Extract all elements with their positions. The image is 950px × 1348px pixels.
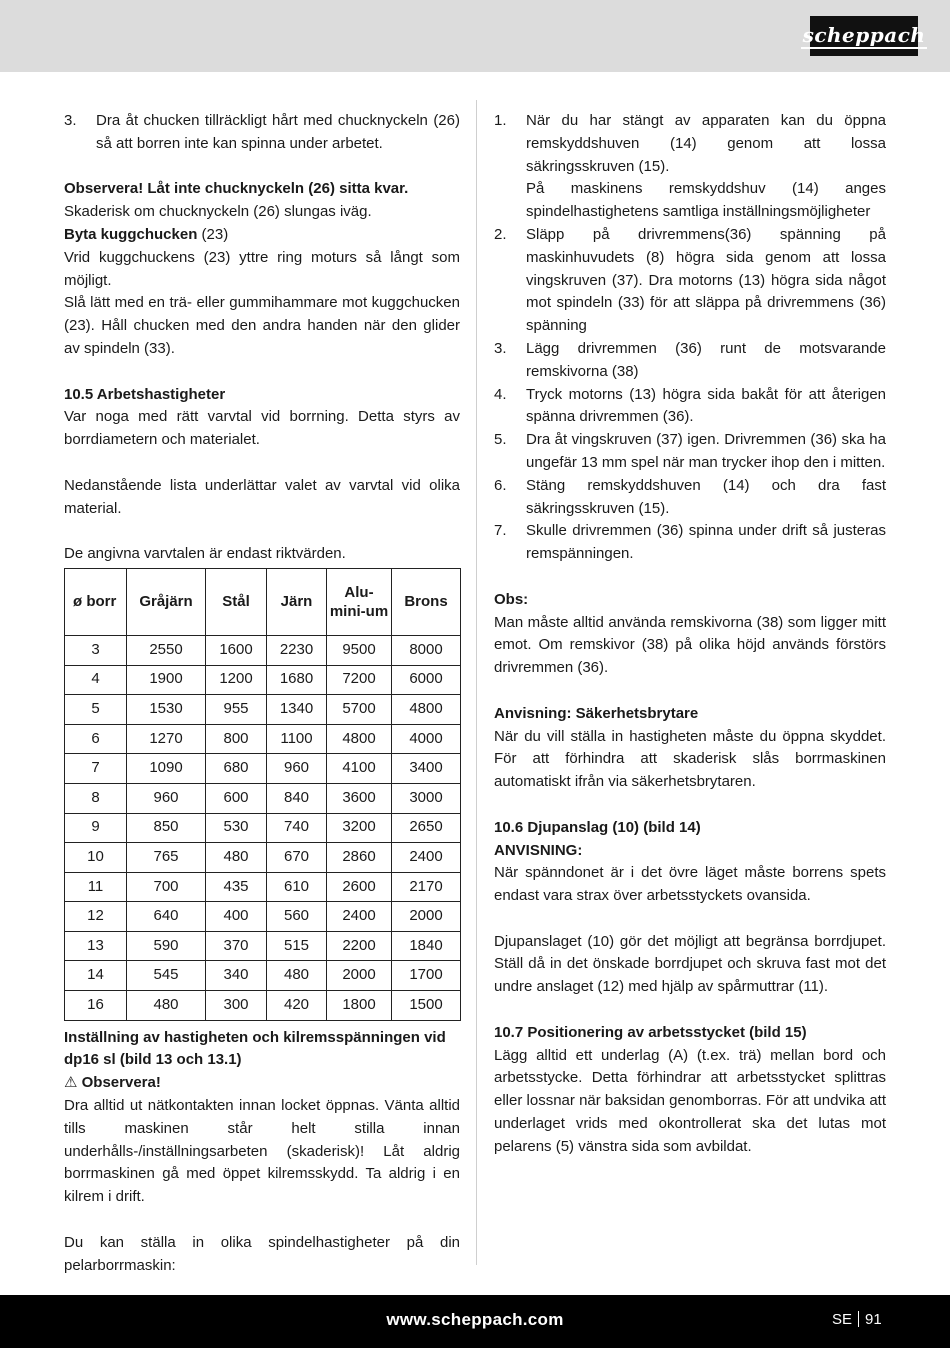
step-text: När du har stängt av apparaten kan du öppna remskyddshuven (14) genom att lossa säkringsskruven (15). [526, 112, 886, 175]
speeds-text-3: De angivna varvtalen är endast riktvärden. [64, 545, 346, 563]
step-number: 5. [494, 431, 507, 449]
scheppach-logo [802, 16, 926, 56]
step-text: Lägg drivremmen (36) runt de motsvarande remskivorna (38) [526, 339, 886, 380]
observe-text: Skaderisk om chucknyckeln (26) slungas iväg. [64, 203, 372, 221]
step-text: Skulle drivremmen (36) spinna under drift så justeras remspänningen. [526, 522, 886, 563]
table-cell: 4100 [327, 754, 392, 784]
table-cell: 6000 [392, 665, 461, 695]
page-number: 91 [865, 1311, 882, 1328]
step-text: Dra åt vingskruven (37) igen. Drivremmen (36) ska ha ungefär 13 mm spel när man trycker ihop den i mitten. [526, 431, 886, 471]
table-cell: 530 [206, 813, 267, 843]
belt-steps-list [494, 110, 886, 566]
table-cell: 420 [267, 991, 327, 1021]
table-cell: 11 [65, 872, 127, 902]
table-cell: 840 [267, 783, 327, 813]
depth-text-1: När spänndonet är i det övre läget måste borrens spets endast vara strax över arbetsstyckets ovansida. [494, 864, 886, 905]
table-cell: 9 [65, 813, 127, 843]
warning-label [64, 1072, 460, 1095]
table-cell: 2400 [392, 843, 461, 873]
table-row [65, 961, 461, 991]
swap-chuck-title-rest: (23) [197, 225, 229, 243]
section-heading-depth: 10.6 Djupanslag (10) (bild 14) [494, 818, 701, 836]
table-cell: 740 [267, 813, 327, 843]
table-cell: 3600 [327, 783, 392, 813]
step-item [494, 429, 886, 475]
table-row [65, 665, 461, 695]
table-cell: 960 [127, 783, 206, 813]
table-cell: 370 [206, 931, 267, 961]
safety-switch-heading: Anvisning: Säkerhetsbrytare [494, 704, 699, 722]
swap-chuck-text-2: Slå lätt med en trä- eller gummihammare mot kuggchucken (23). Håll chucken med den andra handen när den glider av spindeln (33). [64, 294, 460, 357]
table-cell: 7 [65, 754, 127, 784]
table-cell: 1090 [127, 754, 206, 784]
table-cell: 1600 [206, 635, 267, 665]
table-cell: 600 [206, 783, 267, 813]
table-header-cell: Järn [267, 568, 327, 635]
table-header-cell: Alu-mini-um [327, 568, 392, 635]
table-cell: 2170 [392, 872, 461, 902]
step-item [494, 224, 886, 338]
depth-text-2: Djupanslaget (10) gör det möjligt att begränsa borrdjupet. Ställ då in det önskade borrdjupet och skruva fast mot det undre anslaget (12) med hjälp av spårmuttrar (11). [494, 932, 886, 996]
swap-chuck-title [64, 224, 460, 247]
step-number [494, 178, 526, 224]
table-cell: 610 [267, 872, 327, 902]
speeds-text-1: Var noga med rätt varvtal vid borrning. Detta styrs av borrdiametern och materialet. [64, 408, 460, 449]
table-cell: 480 [267, 961, 327, 991]
step-item [64, 110, 460, 156]
step-item [494, 520, 886, 566]
table-cell: 480 [206, 843, 267, 873]
table-row [65, 695, 461, 725]
step-text: Släpp på drivremmens(36) spänning på maskinhuvudets (8) högra sida genom att lossa vingskruven (37). Dra motorns (13) högra sida något mot spindeln (33) för att släppa på drivremmens (36) spänning [526, 225, 886, 335]
speeds-text-2: Nedanstående lista underlättar valet av varvtal vid olika material. [64, 476, 460, 517]
table-cell: 7200 [327, 665, 392, 695]
table-cell: 960 [267, 754, 327, 784]
warning-text: Dra alltid ut nätkontakten innan locket öppnas. Vänta alltid tills maskinen står helt stilla innan underhålls-/inställningsarbeten (skaderisk)! Låt aldrig borrmaskinen gå med öppet kilremsskydd. Ta aldrig i en kilrem i drift. [64, 1097, 460, 1206]
table-cell: 4800 [392, 695, 461, 725]
website-link[interactable]: www.scheppach.com [386, 1310, 564, 1329]
warning-label-text: Observera! [81, 1074, 161, 1092]
table-cell: 1900 [127, 665, 206, 695]
table-row [65, 783, 461, 813]
table-row [65, 872, 461, 902]
table-cell: 1340 [267, 695, 327, 725]
table-cell: 2000 [392, 902, 461, 932]
table-cell: 1800 [327, 991, 392, 1021]
obs-text: Man måste alltid använda remskivorna (38) som ligger mitt emot. Om remskivor (38) på olika höjd används förstörs drivremmen (36). [494, 613, 886, 677]
table-cell: 1680 [267, 665, 327, 695]
table-header-cell: Gråjärn [127, 568, 206, 635]
table-cell: 400 [206, 902, 267, 932]
table-cell: 4000 [392, 724, 461, 754]
table-cell: 4 [65, 665, 127, 695]
table-cell: 2400 [327, 902, 392, 932]
table-cell: 1270 [127, 724, 206, 754]
table-cell: 515 [267, 931, 327, 961]
step-item [494, 110, 886, 178]
page-indicator [832, 1309, 882, 1332]
warning-triangle-icon: ⚠ [64, 1074, 78, 1092]
step-number: 6. [494, 476, 507, 494]
table-cell: 680 [206, 754, 267, 784]
step-item [494, 338, 886, 384]
table-row [65, 843, 461, 873]
table-cell: 850 [127, 813, 206, 843]
table-header-cell: Brons [392, 568, 461, 635]
table-cell: 545 [127, 961, 206, 991]
step-text: På maskinens remskyddshuv (14) anges spindelhastighetens samtliga inställningsmöjligheter [526, 180, 886, 221]
table-cell: 3000 [392, 783, 461, 813]
column-divider [476, 100, 477, 1265]
table-cell: 3400 [392, 754, 461, 784]
obs-label: Obs: [494, 590, 529, 608]
swap-chuck-title-bold: Byta kuggchucken [64, 225, 198, 243]
table-cell: 1700 [392, 961, 461, 991]
language-code: SE [832, 1311, 853, 1328]
table-header-cell: ø borr [65, 568, 127, 635]
table-cell: 1500 [392, 991, 461, 1021]
table-cell: 340 [206, 961, 267, 991]
observe-warning: Observera! Låt inte chucknyckeln (26) sitta kvar. [64, 180, 409, 198]
step-item [494, 384, 886, 430]
table-row [65, 931, 461, 961]
table-cell: 2550 [127, 635, 206, 665]
table-cell: 1530 [127, 695, 206, 725]
logo-text: scheppach [802, 23, 926, 47]
table-cell: 590 [127, 931, 206, 961]
swap-chuck-text-1: Vrid kuggchuckens (23) yttre ring moturs så långt som möjligt. [64, 248, 460, 289]
positioning-text: Lägg alltid ett underlag (A) (t.ex. trä) mellan bord och arbetsstycke. Detta förhindrar att arbetsstycket splittras eller lossnar när baksidan genomborras. För att undvika att underlaget vrids med okontrollerat ska det lutas mot pelarens (5) vänstra sida som avbildat. [494, 1046, 886, 1155]
section-heading-speeds: 10.5 Arbetshastigheter [64, 385, 226, 403]
table-cell: 435 [206, 872, 267, 902]
table-cell: 2650 [392, 813, 461, 843]
step-item [494, 475, 886, 521]
table-cell: 16 [65, 991, 127, 1021]
table-row [65, 635, 461, 665]
table-cell: 800 [206, 724, 267, 754]
setting-heading: Inställning av hastigheten och kilremsspänningen vid dp16 sl (bild 13 och 13.1) [64, 1028, 446, 1069]
table-cell: 560 [267, 902, 327, 932]
step-text: Stäng remskyddshuven (14) och dra fast säkringsskruven (15). [526, 476, 886, 517]
speed-table [64, 568, 461, 1021]
table-row [65, 813, 461, 843]
table-cell: 13 [65, 931, 127, 961]
table-cell: 3200 [327, 813, 392, 843]
table-cell: 4800 [327, 724, 392, 754]
table-cell: 5700 [327, 695, 392, 725]
step-text: Tryck motorns (13) högra sida bakåt för att återigen spänna drivremmen (36). [526, 385, 886, 426]
table-cell: 6 [65, 724, 127, 754]
depth-note-label: ANVISNING: [494, 841, 583, 859]
step-number: 7. [494, 522, 507, 540]
table-cell: 9500 [327, 635, 392, 665]
step-number: 3. [494, 339, 507, 357]
left-column [64, 110, 460, 1277]
table-cell: 2000 [327, 961, 392, 991]
table-row [65, 754, 461, 784]
table-cell: 955 [206, 695, 267, 725]
table-cell: 480 [127, 991, 206, 1021]
table-cell: 2200 [327, 931, 392, 961]
step-number: 3. [64, 112, 77, 129]
footer-bar [0, 1295, 950, 1348]
table-cell: 8000 [392, 635, 461, 665]
step-number: 1. [494, 112, 507, 129]
table-cell: 5 [65, 695, 127, 725]
step-number: 2. [494, 225, 507, 243]
table-cell: 670 [267, 843, 327, 873]
table-row [65, 724, 461, 754]
table-cell: 12 [65, 902, 127, 932]
table-cell: 10 [65, 843, 127, 873]
safety-switch-text: När du vill ställa in hastigheten måste du öppna skyddet. För att förhindra att skaderisk slås borrmaskinen automatiskt ifrån via säkerhetsbrytaren. [494, 727, 886, 791]
table-header-row [65, 568, 461, 635]
table-cell: 700 [127, 872, 206, 902]
spindle-speed-text: Du kan ställa in olika spindelhastigheter på din pelarborrmaskin: [64, 1233, 460, 1274]
table-cell: 1200 [206, 665, 267, 695]
section-heading-positioning: 10.7 Positionering av arbetsstycket (bild 15) [494, 1023, 807, 1041]
right-column [494, 110, 886, 1159]
table-cell: 14 [65, 961, 127, 991]
table-row [65, 902, 461, 932]
table-header-cell: Stål [206, 568, 267, 635]
step-number: 4. [494, 385, 507, 403]
table-cell: 640 [127, 902, 206, 932]
table-cell: 8 [65, 783, 127, 813]
table-cell: 1840 [392, 931, 461, 961]
table-cell: 2860 [327, 843, 392, 873]
table-cell: 1100 [267, 724, 327, 754]
table-cell: 300 [206, 991, 267, 1021]
step-text: Dra åt chucken tillräckligt hårt med chucknyckeln (26) så att borren inte kan spinna under arbetet. [96, 112, 460, 152]
step-item [494, 178, 886, 224]
table-cell: 2600 [327, 872, 392, 902]
table-cell: 3 [65, 635, 127, 665]
table-cell: 765 [127, 843, 206, 873]
table-cell: 2230 [267, 635, 327, 665]
table-row [65, 991, 461, 1021]
